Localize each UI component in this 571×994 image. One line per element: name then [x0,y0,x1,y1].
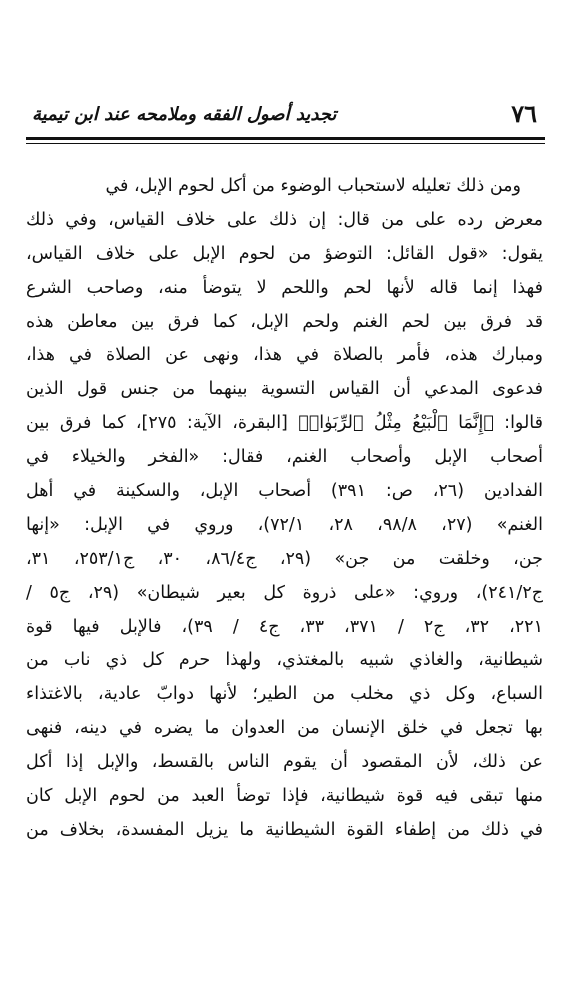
text-line: يقول: «قول القائل: التوضؤ من لحوم الإبل على خلاف القياس، [26,243,543,264]
text-line: في ذلك من إطفاء القوة الشيطانية ما يزيل المفسدة، بخلاف من [26,819,543,840]
text-line: بها تجعل في خلق الإنسان من العدوان ما يضره في دينه، فنهى [26,718,543,739]
text-line: الفدادين (٢٦، ص: ٣٩١) أصحاب الإبل، والسكينة في أهل [26,481,543,502]
text-line: شيطانية، والغاذي شبيه بالمغتذي، ولهذا حرم كل ذي ناب من [26,650,543,671]
text-line: قالوا: ﴿إِنَّمَا ٱلْبَيْعُ مِثْلُ ٱلرِّبَوٰا۟﴾ [البقرة، الآية: ٢٧٥]، كما فرق بين [26,413,543,434]
text-line: فدعوى المدعي أن القياس التسوية بينهما من جنس قول الذين [26,379,543,400]
text-line: السباع، وكل ذي مخلب من الطير؛ لأنها دوابّ عادية، بالاغتذاء [26,684,543,705]
header-rule-thin [26,143,545,144]
text-line: قد فرق بين لحم الغنم ولحم الإبل، كما فرق بين معاطن هذه [26,311,543,332]
text-line: ومن ذلك تعليله لاستحباب الوضوء من أكل لحوم الإبل، في [105,176,521,196]
text-line: ٢٢١، ٣٢، ج٢ / ٣٧١، ٣٣، ج٤ / ٣٩)، فالإبل فيها قوة [26,616,543,637]
text-line: عن ذلك، لأن المقصود أن يقوم الناس بالقسط، والإبل إذا أكل [26,752,543,773]
body-text [26,170,543,848]
text-line: ومبارك هذه، فأمر بالصلاة في هذا، ونهى عن الصلاة في هذا، [26,345,543,366]
text-line: منها تبقى فيه قوة شيطانية، فإذا توضأ العبد من لحوم الإبل كان [26,786,543,807]
running-title: تجديد أصول الفقه وملامحه عند ابن تيمية [32,104,337,125]
page-number: ٧٦ [511,99,537,128]
text-line: ج٢٤١/٢)، وروي: «على ذروة كل بعير شيطان» (٢٩، ج٥ / [26,582,543,603]
page-header [28,96,543,136]
text-line: أصحاب الإبل وأصحاب الغنم، فقال: «الفخر والخيلاء في [26,447,543,468]
text-line: معرض رده على من قال: إن ذلك على خلاف القياس، وفي ذلك [26,209,543,230]
text-line: فهذا إنما قاله لأنها لحم واللحم لا يتوضأ منه، وصاحب الشرع [26,277,543,298]
text-line: جن، وخلقت من جن» (٢٩، ج٨٦/٤، ٣٠، ج٢٥٣/١، ٣١، [26,548,543,569]
header-rule-thick [26,137,545,140]
text-line: الغنم» (٢٧، ٩٨/٨، ٢٨، ٧٢/١)، وروي في الإبل: «إنها [26,514,543,535]
